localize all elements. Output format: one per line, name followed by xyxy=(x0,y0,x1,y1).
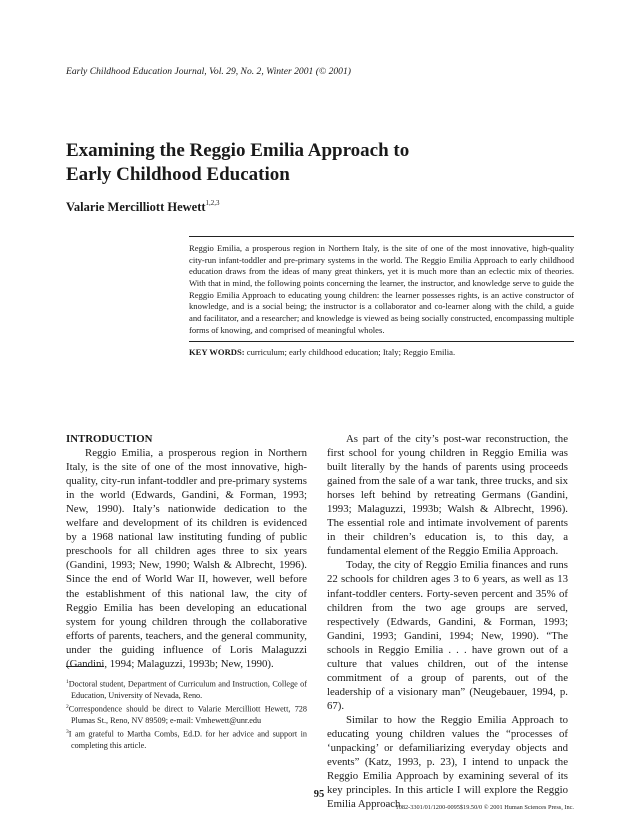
section-heading-introduction: INTRODUCTION xyxy=(66,433,153,445)
paragraph-right-1: As part of the city’s post-war reconstruction, the first school for young children in Reggio Emilia was built literally by the hands of parents using proceeds gained from the sale of a war tank, three trucks, and six horses left behind by retreating Germans (Gandini, 1993; Malaguzzi, 1993b; Walsh & Albrecht, 1996). The essential role and intimate involvement of parents in their children’s education is, to this day, a fundamental element of the Reggio Emilia Approach. xyxy=(327,433,568,558)
footnotes xyxy=(66,677,307,752)
page-number: 95 xyxy=(313,789,325,800)
paragraph-right-2: Today, the city of Reggio Emilia finances and runs 22 schools for children ages 3 to 6 years, as well as 13 infant-toddler centers. Forty-seven percent and 35% of children from the two age groups are served, respectively (Edwards, Gandini, & Forman, 1993; Gandini, 1993; Gandini, 1994; New, 1990). “The schools in Reggio Emilia . . . have grown out of a culture that values children, out of the intense commitment of a group of parents, out of the leadership of a visionary man” (Neugebauer, 1994, p. 67). xyxy=(327,559,568,712)
article-title-line-2: Early Childhood Education xyxy=(66,164,290,185)
keywords-label: KEY WORDS: xyxy=(189,347,245,358)
footnote-1-marker: 1 xyxy=(66,679,69,685)
footnote-divider xyxy=(66,666,104,667)
keywords xyxy=(189,347,574,358)
paragraph-right-3: Similar to how the Reggio Emilia Approach to educating young children values the “processes of ‘unpacking’ or defamiliarizing everyday objects and events” (Katz, 1993, p. 23), I intend to unpack the Reggio Emilia Approach by examining several of its key principles. In this article I will explore the Reggio Emilia Approach xyxy=(327,713,568,811)
footnote-2-text: Correspondence should be direct to Valarie Mercilliott Hewett, 728 Plumas St., Reno, NV 89509; e-mail: Vmhewett@unr.edu xyxy=(68,704,307,725)
abstract-block xyxy=(189,236,574,358)
author-line xyxy=(66,200,220,215)
left-column xyxy=(66,432,307,671)
copyright-notice: 1082-3301/01/1200-0095$19.50/0 © 2001 Human Sciences Press, Inc. xyxy=(395,804,574,811)
keywords-list: curriculum; early childhood education; Italy; Reggio Emilia. xyxy=(246,347,456,358)
footnote-3 xyxy=(66,727,307,751)
right-column xyxy=(327,432,568,811)
paragraph-left-1: Reggio Emilia, a prosperous region in Northern Italy, is the site of one of the most innovative, high-quality, city-run infant-toddler and pre-primary systems in the world (Edwards, Gandini, & Forman, 1993; New, 1990). Italy’s nationwide dedication to the welfare and development of its children is evidenced by a 1968 national law instituting funding of public preschools for all children ages three to six years (Gandini, 1993; New, 1990; Walsh & Albrecht, 1996). Since the end of World War II, however, well before the establishment of this national law, the city of Reggio Emilia has been developing an educational system for young children through the collaborative efforts of parents, teachers, and the general community, under the guiding influence of Loris Malaguzzi (Gandini, 1994; Malaguzzi, 1993b; New, 1990). xyxy=(66,447,307,670)
footnote-1 xyxy=(66,677,307,701)
author-affiliation-marks: 1,2,3 xyxy=(205,199,220,207)
author-name: Valarie Mercilliott Hewett xyxy=(66,200,206,215)
abstract-text: Reggio Emilia, a prosperous region in Northern Italy, is the site of one of the most innovative, high-quality city-run infant-toddler and pre-primary systems in the world. The Reggio Emilia Approach to early childhood education draws from the ideas of many great thinkers, yet it is much more than an eclectic mix of theories. With that in mind, the following points concerning the learner, the instructor, and knowledge serve to guide the Reggio Emilia Approach to educating young children: the learner possesses rights, is an active constructor of knowledge, and is a social being; the instructor is a collaborator and co-learner along with the child, a guide and facilitator, and a researcher; and knowledge is viewed as being socially constructed, encompassing multiple forms of knowing, and comprised of meaningful wholes. xyxy=(189,243,574,342)
footnote-3-text: I am grateful to Martha Combs, Ed.D. for her advice and support in completing this article. xyxy=(68,729,307,750)
footnote-3-marker: 3 xyxy=(66,728,69,735)
article-title-line-1: Examining the Reggio Emilia Approach to xyxy=(66,140,410,161)
footnote-1-text: Doctoral student, Department of Curriculum and Instruction, College of Education, University of Nevada, Reno. xyxy=(68,679,307,700)
article-title xyxy=(66,139,486,187)
footnote-2-marker: 2 xyxy=(66,703,69,710)
journal-citation: Early Childhood Education Journal, Vol. 29, No. 2, Winter 2001 (© 2001) xyxy=(66,66,351,77)
footnote-2 xyxy=(66,702,307,726)
